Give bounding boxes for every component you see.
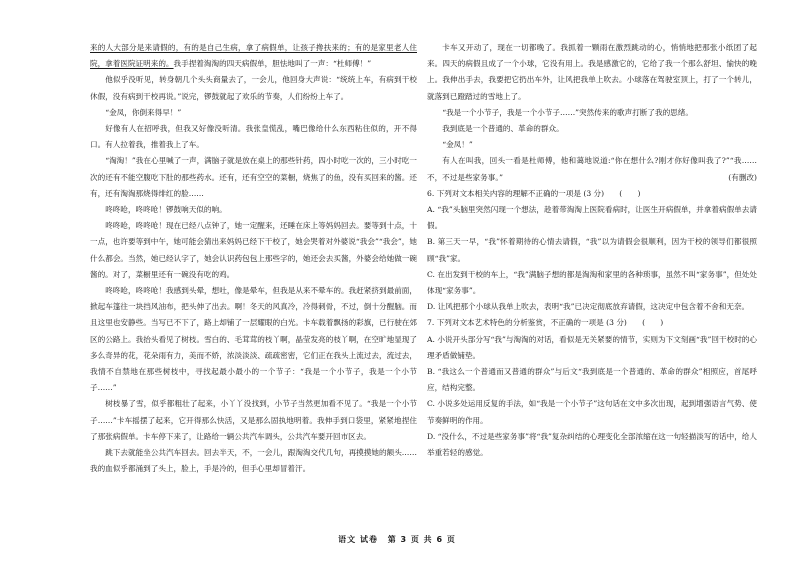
paragraph-11: 卡车又开动了，现在一切都晚了。我抓着一颗雨在激烈跳动的心，悄悄地把那张小纸团了起来。四天的病假且成了一个小球，它没有用上。我是感激它的，它给了我一个那么舒坦、愉快的晚上。我伸出手去，我要把它扔出车外，让风把我单上吹去。小球落在驾驶室顶上，打了一个转儿，就落到已蹬踏过的雪地上了。 — [427, 43, 757, 101]
paragraph-7 — [90, 218, 417, 283]
question-7-option-a: A. 小说开头部分写“我”与淘淘的对话，看似是无关紧要的情节，实则为下文刻画“我”回干校时的心理矛盾做铺垫。 — [427, 334, 757, 360]
paragraph-text: 树枝暴了雪，似乎都粗壮了起来，小丫丫没找到，小节子当然更加看不见了。“我是一个小节子……”卡车摇摆了起来，它开得那么快活，又是那么固执地明着。我伸手到口袋里，紧紧地捏住了那张病假单。卡车停下来了，让路给一辆公共汽车调头，公共汽车要开回市区去。 — [90, 399, 417, 441]
question-6-option-d: D. 让风把那个小球从我单上吹去，表明“我”已决定彻底放弃请假，这决定中包含着不舍和无奈。 — [427, 302, 750, 312]
paragraph-text: 咚咚呛，咚咚呛！我感到头晕，想吐，像是晕车，但我是从来不晕车的。我赶紧挤到最前面，掀起车篷往一块挡风油布，把头伸了出去。啊！冬天的风真冷，冷得刺骨，不过，倒十分醒脑。而且这里也安静些。当写已不下了，路上却铺了一层耀眼的白光。卡车载着飘扬的彩旗，已行驶在郊区的公路上。我抬头看见了树枝。雪白的、毛茸茸的枝丫啊，晶莹发亮的枝丫啊，在空旷地显现了多么奇异的花，花朵雨有力，美而不娇，浓淡淡淡、疏疏密密，它们正在我头上流过去，流过去，我情不自禁地在那些树枝中，寻找起最小最小的一个节子：“我是一个小节子，我是一个小节子……” — [90, 286, 417, 393]
question-7-option-c: C. 小说多处运用反复的手法，如“我是一个小节子”这句话在文中多次出现，起到增强语言气势、使节奏鲜明的作用。 — [427, 399, 757, 425]
paragraph-text: 我手捏着淘淘的四天病假单，胆怯地叫了一声：“杜师傅！” — [173, 59, 372, 69]
question-7-option-d: D. “没什么，不过是些家务事”将“我”复杂纠结的心理变化全部浓缩在这一句轻描淡写的话中，给人举重若轻的感觉。 — [427, 431, 757, 458]
question-7-stem: 7. 下列对文本艺术特色的分析鉴赏，不正确的一项是 (3 分) ( ) — [427, 318, 664, 328]
paragraph-text: 他似乎没听见，转身朝几个头头商量去了，一会儿，他回身大声说：“统统上车，有病到干校休假，没有病到干校再说。”说完，锣鼓就起了欢乐的节奏，人们纷纷上车了。 — [90, 75, 417, 101]
question-6-option-c: C. 在出发到干校的车上，“我”满脑子想的都是淘淘和家里的各种琐事，虽然不叫“家务事”，但处处体现“家务事”。 — [427, 269, 757, 296]
page-footer — [0, 534, 794, 545]
footer-page-number: 第 3 页 共 6 页 — [387, 535, 456, 544]
paragraph-text: “淘淘！”我在心里喊了一声，满脑子就是放在桌上的那些针药，四小时吃一次的，三小时吃一次的还有不能空腹吃下肚的那些药水。还有，还有空空的菜橱，烧焦了的鱼，没有买回来的酱。还有，还有淘淘那烧得绯红的脸…… — [90, 156, 417, 198]
paragraph-12: “我是一个小节子，我是一个小节子……”突然传来的歌声打断了我的思绪。 — [442, 107, 693, 117]
underlined-text: 来的人大部分是来请假的，有的是自己生病，拿了病假单，让孩子搀扶来的；有的是家里老人住院，拿着医院证明来的。 — [90, 43, 417, 69]
paragraph-13: 我到底是一个普通的、革命的群众。 — [442, 124, 564, 134]
paragraph-3 — [90, 105, 417, 121]
question-6-option-b: B. 第三天一早，“我”怀着期待的心情去请假，“我”以为请假会很顺利，因为干校的领导们都很照顾“我”家。 — [427, 237, 757, 263]
question-6-option-a: A. “我”头脑里突然闪现一个想法，趁着带淘淘上医院看病时，让医生开病假单，并拿着病假单去请假。 — [427, 205, 757, 231]
paragraph-9 — [90, 396, 417, 445]
question-6-stem: 6. 下列对文本相关内容的理解不正确的一项是 (3 分) ( ) — [427, 188, 641, 198]
paragraph-6 — [90, 202, 417, 218]
left-column — [90, 40, 417, 477]
source-note: (有删改) — [728, 172, 757, 182]
paragraph-text: 有人在叫我，回头一看是杜师傅，他和蔼地说道:“你在想什么?刚才你好像叫我了?”“我……不，不过是些家务事。” — [427, 156, 757, 182]
footer-subject: 语文 试卷 — [338, 535, 378, 544]
paragraph-text: 好像有人在招呼我，但我又好像没听清。我张皇慌乱，嘴巴像给什么东西粘住似的，开不得口。有人拉着我，推着我上了车。 — [90, 124, 417, 150]
paragraph-4 — [90, 121, 417, 153]
paragraph-10 — [90, 445, 417, 477]
paragraph-text: 咚咚呛，咚咚呛！现在已经八点钟了，她一定醒来，还睡在床上等妈妈回去。要等到十点，十一点，也许要等到中午，她可能会猜出来妈妈已经下干校了，她会哭着对外婆说“我会”“我会”，她什么都会。当然，她已经认字了，她会认识药包包上那些字的，她还会去买酱，外婆会给她做一碗酱的。对了，菜橱里还有一碗没有吃的鸡。 — [90, 221, 417, 279]
right-column — [427, 40, 757, 461]
paragraph-14: “金凤！” — [442, 140, 473, 150]
paragraph-2 — [90, 72, 417, 104]
paragraph-text: 咚咚呛，咚咚呛！锣鼓响天似的响。 — [105, 205, 227, 215]
paragraph-5 — [90, 153, 417, 202]
paragraph-text: “金凤，你倒来得早！” — [105, 107, 182, 117]
paragraph-text: 跳下去就能坐公共汽车回去。回去半天，不，一会儿，跟淘淘交代几句，再摸摸她的额头……我的血似乎都涌到了头上，脸上，手是冷的，但手心里却冒着汗。 — [90, 448, 417, 474]
paragraph-8 — [90, 283, 417, 396]
paragraph-15 — [427, 153, 757, 185]
question-7-option-b: B. “我这么一个普通而又普通的群众”与后文“我到底是一个普通的、革命的群众”相照应，首尾呼应，结构完整。 — [427, 367, 757, 393]
paragraph-1 — [90, 40, 417, 72]
